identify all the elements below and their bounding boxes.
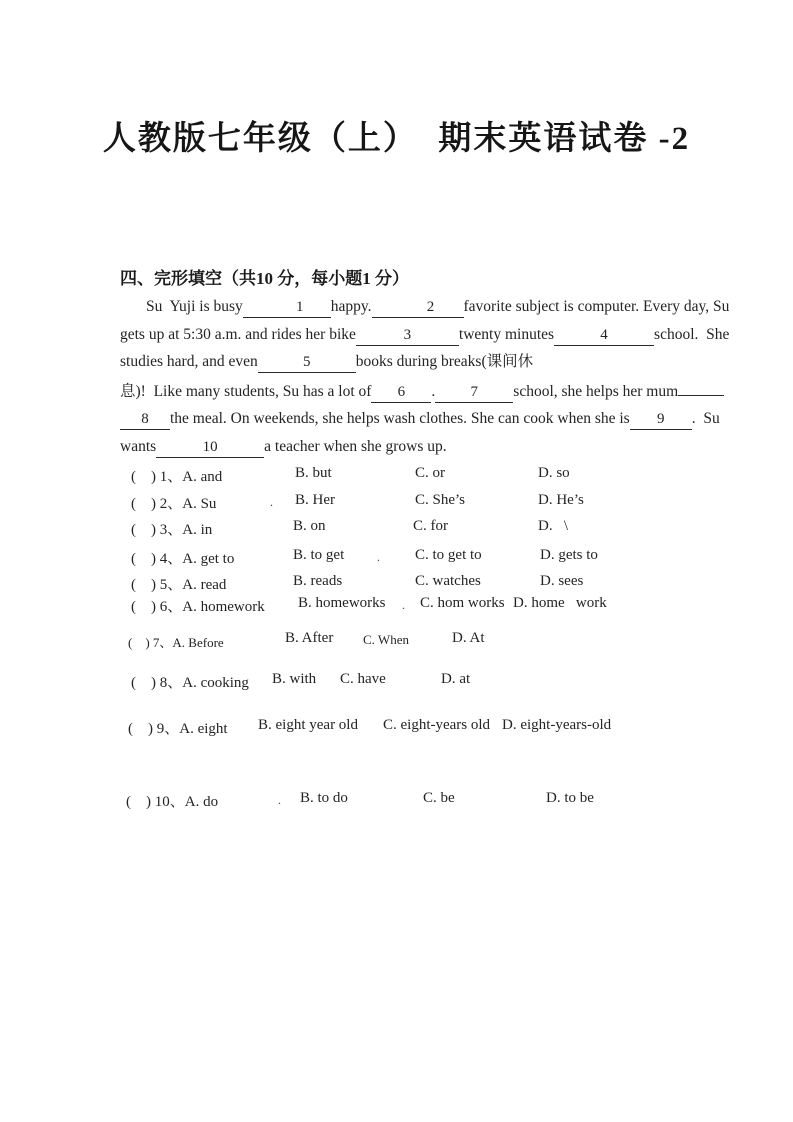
option-cell: B. Her: [295, 492, 335, 508]
option-cell: D. eight-years-old: [502, 717, 612, 733]
option-cell: D. home work: [513, 595, 607, 611]
option-cell: C. or: [415, 465, 445, 481]
option-cell: B. with: [272, 671, 317, 687]
option-cell: C. hom works: [420, 595, 505, 611]
stray-mark: .: [278, 793, 281, 807]
cloze-blank: 2: [372, 298, 464, 318]
option-cell: B. reads: [293, 573, 343, 589]
stray-mark: .: [377, 550, 380, 564]
passage-text: school. She: [654, 325, 730, 343]
cloze-blank: 7: [435, 383, 513, 403]
cloze-blank: 4: [554, 326, 654, 346]
option-cell: C. have: [340, 671, 386, 687]
option-cell: B. eight year old: [258, 717, 358, 733]
question-row: [120, 671, 720, 693]
option-cell: D. \: [538, 518, 568, 534]
option-cell: ( ) 2、A. Su: [131, 496, 217, 512]
option-cell: C. to get to: [415, 547, 482, 563]
option-cell: C. for: [413, 518, 448, 534]
option-cell: ( ) 9、A. eight: [128, 721, 228, 737]
question-row: [120, 547, 720, 569]
option-cell: C. eight-years old: [383, 717, 491, 733]
passage-text: gets up at 5:30 a.m. and rides her bike: [120, 325, 356, 343]
passage-text: books during breaks(课间休: [355, 353, 534, 370]
option-cell: B. After: [285, 630, 334, 646]
stray-mark: .: [402, 598, 405, 612]
passage-text: a teacher when she grows up.: [264, 437, 447, 455]
passage-text: school, she helps her mum: [513, 382, 679, 400]
question-row: [120, 492, 720, 514]
passage-line: [120, 376, 679, 406]
option-cell: C. be: [423, 790, 455, 806]
option-cell: ( ) 8、A. cooking: [131, 675, 249, 691]
page-title: 人教版七年级（上） 期末英语试卷 -2: [102, 121, 691, 157]
passage-text: the meal. On weekends, she helps wash clothes. She can cook when she is: [170, 410, 630, 427]
option-cell: C. She’s: [415, 492, 466, 508]
question-row: [120, 518, 720, 540]
question-list: [120, 455, 720, 835]
option-cell: D. at: [441, 671, 471, 687]
cloze-blank: 8: [120, 410, 170, 430]
question-row: [120, 465, 720, 487]
option-cell: B. to get: [293, 547, 345, 563]
passage-text: .: [431, 382, 436, 400]
option-cell: ( ) 1、A. and: [131, 469, 223, 485]
section-header: 四、完形填空（共10 分，每小题1 分）: [120, 269, 409, 288]
question-row: [120, 717, 720, 739]
passage-line: [120, 405, 720, 433]
option-cell: B. homeworks: [298, 595, 386, 611]
passage-text: 息)! Like many students, Su has a lot of: [120, 382, 372, 400]
cloze-blank: [678, 376, 724, 396]
passage-text: twenty minutes: [458, 325, 555, 343]
cloze-blank: 6: [371, 383, 431, 403]
passage-text: happy.: [330, 298, 372, 315]
question-row: [120, 630, 720, 652]
option-cell: ( ) 6、A. homework: [131, 599, 265, 615]
cloze-passage: [120, 293, 730, 460]
cloze-blank: 3: [356, 326, 459, 346]
question-row: [120, 573, 720, 595]
option-cell: B. to do: [300, 790, 348, 806]
passage-text: Su Yuji is busy: [146, 298, 243, 315]
option-cell: D. He’s: [538, 492, 584, 508]
option-cell: B. but: [295, 465, 332, 481]
option-cell: D. sees: [540, 573, 584, 589]
option-cell: C. watches: [415, 573, 481, 589]
option-cell: D. so: [538, 465, 570, 481]
cloze-blank: 5: [258, 353, 356, 373]
question-row: [120, 790, 720, 812]
passage-line: [120, 321, 730, 349]
option-cell: ( ) 7、A. Before: [128, 635, 224, 650]
question-row: [120, 595, 720, 617]
option-cell: B. on: [293, 518, 326, 534]
option-cell: D. to be: [546, 790, 594, 806]
option-cell: ( ) 3、A. in: [131, 522, 213, 538]
passage-line: [120, 348, 675, 376]
cloze-blank: 1: [243, 298, 331, 318]
passage-text: favorite subject is computer. Every day, Su: [463, 298, 730, 315]
passage-line: [120, 293, 730, 321]
passage-text: wants: [120, 437, 157, 455]
option-cell: C. When: [363, 632, 409, 647]
option-cell: D. At: [452, 630, 485, 646]
option-cell: D. gets to: [540, 547, 598, 563]
stray-mark: .: [270, 495, 273, 509]
cloze-blank: 9: [630, 410, 692, 430]
passage-text: studies hard, and even: [120, 353, 258, 370]
option-cell: ( ) 5、A. read: [131, 577, 227, 593]
option-cell: ( ) 10、A. do: [126, 794, 219, 810]
passage-text: . Su: [691, 410, 720, 427]
cloze-blank: 10: [156, 438, 264, 458]
option-cell: ( ) 4、A. get to: [131, 551, 235, 567]
